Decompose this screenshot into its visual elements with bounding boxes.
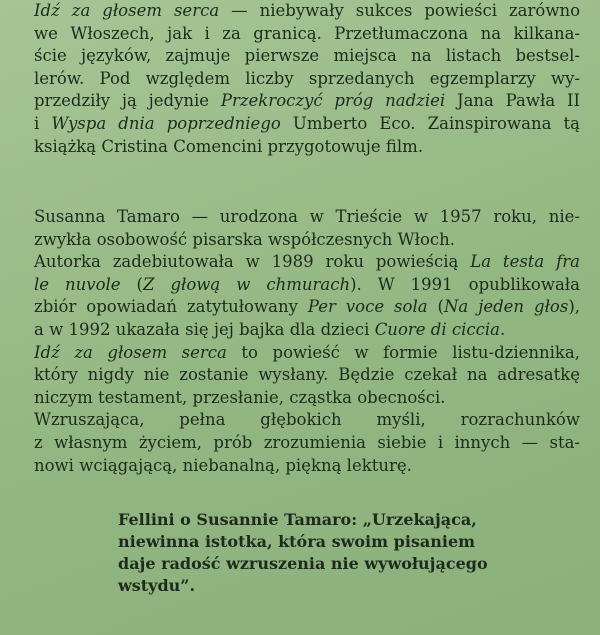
text-line: z własnym życiem, prób zrozumienia siebie i innych — sta- xyxy=(34,432,580,452)
text-line: we Włoszech, jak i za granicą. Przetłumaczona na kilkana- xyxy=(34,23,580,43)
text-line: niczym testament, przesłanie, cząstka obecności. xyxy=(34,387,446,407)
text-line: a w 1992 ukazała się jej bajka dla dzieci Cuore di ciccia. xyxy=(34,319,506,339)
text-line: ście języków, zajmuje pierwsze miejsca na listach bestsel- xyxy=(34,46,580,66)
text-line: lerów. Pod względem liczby sprzedanych egzemplarzy wy- xyxy=(34,68,580,88)
text-line: i Wyspa dnia poprzedniego Umberto Eco. Zainspirowana tą xyxy=(34,113,580,133)
fellini-quote xyxy=(118,509,508,597)
text-line: książką Cristina Comencini przygotowuje film. xyxy=(34,136,424,156)
quote-line: wstydu”. xyxy=(118,576,196,595)
text-line: Autorka zadebiutowała w 1989 roku powieścią La testa fra xyxy=(34,252,580,272)
book-title-italic: Wyspa dnia poprzedniego xyxy=(51,113,281,133)
text-line: Idź za głosem serca — niebywały sukces powieści zarówno xyxy=(34,1,580,20)
text-line: Wzruszająca, pełna głębokich myśli, rozrachunków xyxy=(34,410,580,430)
text-line: przedziły ją jedynie Przekroczyć próg nadziei Jana Pawła II xyxy=(34,91,580,111)
book-title-italic: Z głową w chmurach xyxy=(143,274,351,294)
text-line: zwykła osobowość pisarska współczesnych Włoch. xyxy=(34,229,456,249)
text-line: zbiór opowiadań zatytułowany Per voce sola (Na jeden głos), xyxy=(34,297,581,317)
quote-line: niewinna istotka, która swoim pisaniem xyxy=(118,532,476,551)
book-title-italic: le nuvole xyxy=(34,274,121,294)
text-line: Idź za głosem serca to powieść w formie listu-dziennika, xyxy=(34,342,580,362)
author-bio-paragraph xyxy=(34,206,580,477)
text-line: który nigdy nie zostanie wysłany. Będzie czekał na adresatkę xyxy=(34,365,580,385)
text-line: le nuvole (Z głową w chmurach). W 1991 opublikowała xyxy=(34,274,580,294)
text-line: Susanna Tamaro — urodzona w Trieście w 1957 roku, nie- xyxy=(34,207,580,226)
book-description-paragraph xyxy=(34,0,580,158)
book-title-italic: Idź za głosem serca xyxy=(34,1,220,20)
quote-line: Fellini o Susannie Tamaro: „Urzekająca, xyxy=(118,510,477,529)
book-title-italic: La testa fra xyxy=(470,252,580,272)
quote-line: daje radość wzruszenia nie wywołującego xyxy=(118,554,488,573)
book-title-italic: Na jeden głos xyxy=(443,297,569,317)
text-line: nowi wciągającą, niebanalną, piękną lekturę. xyxy=(34,455,412,475)
book-title-italic: Per voce sola xyxy=(307,297,428,317)
book-title-italic: Idź za głosem serca xyxy=(34,342,227,362)
book-title-italic: Przekroczyć próg nadziei xyxy=(220,91,446,111)
book-title-italic: Cuore di ciccia xyxy=(374,319,500,339)
